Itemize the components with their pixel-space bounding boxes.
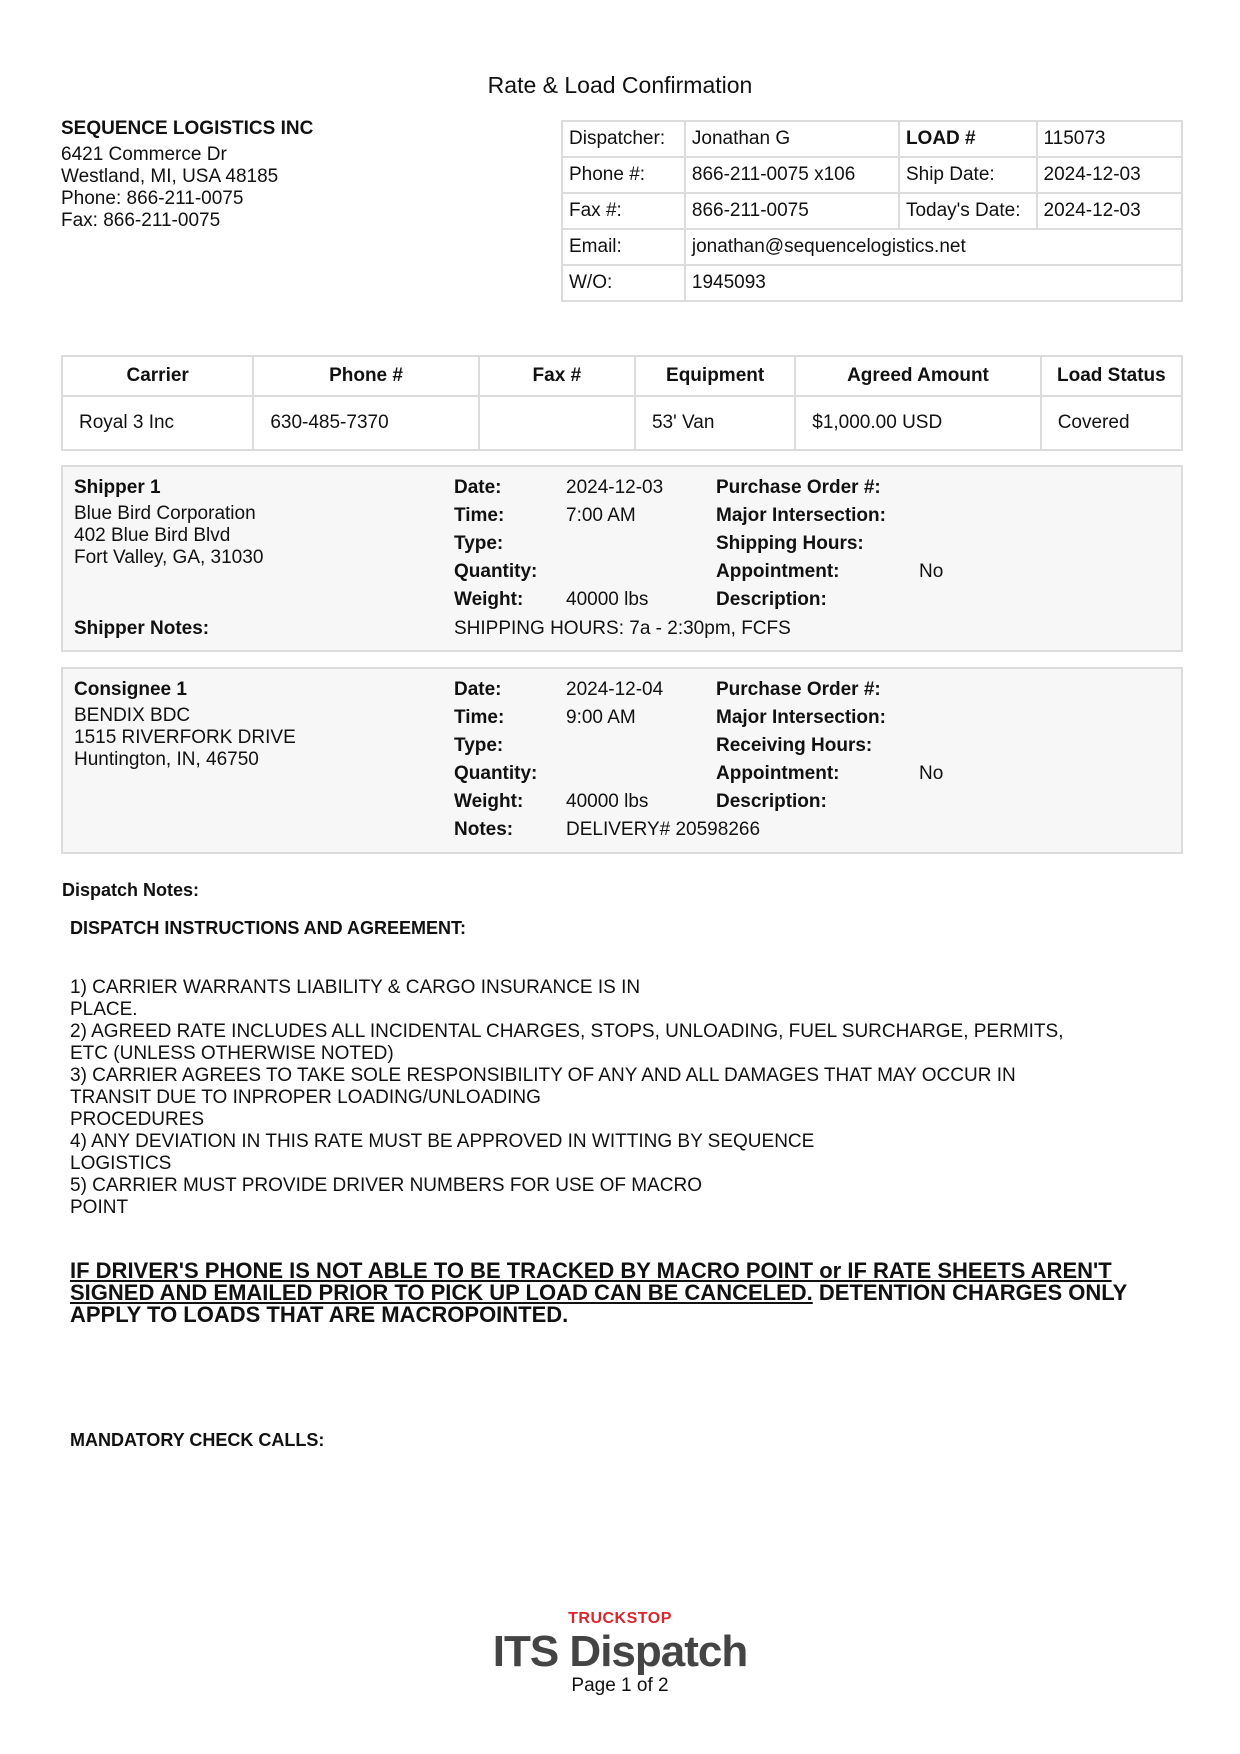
shipper-address <box>74 503 263 569</box>
column-header: Carrier <box>62 356 253 396</box>
instruction-line: ETC (UNLESS OTHERWISE NOTED) <box>70 1043 394 1064</box>
column-header: Fax # <box>479 356 635 396</box>
company-phone: Phone: 866-211-0075 <box>61 188 244 209</box>
consignee-street: 1515 RIVERFORK DRIVE <box>74 727 296 748</box>
tracking-warning <box>70 1260 1180 1326</box>
shipper-time-label: Time: <box>454 505 505 526</box>
dispatcher-label: Dispatcher: <box>562 121 685 157</box>
instruction-line: PROCEDURES <box>70 1109 205 1130</box>
column-header: Load Status <box>1041 356 1182 396</box>
consignee-intersection-label: Major Intersection: <box>716 707 886 728</box>
todays-date-label: Today's Date: <box>899 193 1037 229</box>
dispatcher-value: Jonathan G <box>685 121 899 157</box>
consignee-date: 2024-12-04 <box>566 679 664 700</box>
fax-label: Fax #: <box>562 193 685 229</box>
consignee-city: Huntington, IN, 46750 <box>74 749 259 770</box>
company-block <box>61 118 313 232</box>
consignee-weight-label: Weight: <box>454 791 524 812</box>
consignee-quantity-label: Quantity: <box>454 763 538 784</box>
consignee-type-label: Type: <box>454 735 504 756</box>
todays-date-value: 2024-12-03 <box>1037 193 1183 229</box>
consignee-time-label: Time: <box>454 707 505 728</box>
shipper-date-label: Date: <box>454 477 502 498</box>
shipper-appointment: No <box>919 561 944 582</box>
column-header: Agreed Amount <box>795 356 1040 396</box>
instruction-line: LOGISTICS <box>70 1153 172 1174</box>
shipper-po-label: Purchase Order #: <box>716 477 881 498</box>
shipper-street: 402 Blue Bird Blvd <box>74 525 231 546</box>
company-address-line1: 6421 Commerce Dr <box>61 144 227 165</box>
column-header: Equipment <box>635 356 795 396</box>
email-value: jonathan@sequencelogistics.net <box>685 229 1182 265</box>
consignee-time: 9:00 AM <box>566 707 636 728</box>
shipper-section <box>61 465 1183 652</box>
shipper-name: Blue Bird Corporation <box>74 503 256 524</box>
tracking-warning-underlined: IF DRIVER'S PHONE IS NOT ABLE TO BE TRACKED BY MACRO POINT or IF RATE SHEETS AREN'T SIGNED AND EMAILED PRIOR TO PICK UP LOAD CAN BE CANCELED. <box>70 1258 1112 1305</box>
load-number-label: LOAD # <box>899 121 1037 157</box>
shipper-notes: SHIPPING HOURS: 7a - 2:30pm, FCFS <box>454 618 791 639</box>
shipper-time: 7:00 AM <box>566 505 636 526</box>
phone-label: Phone #: <box>562 157 685 193</box>
consignee-weight: 40000 lbs <box>566 791 649 812</box>
consignee-appointment: No <box>919 763 944 784</box>
shipper-intersection-label: Major Intersection: <box>716 505 886 526</box>
instruction-line: 2) AGREED RATE INCLUDES ALL INCIDENTAL CHARGES, STOPS, UNLOADING, FUEL SURCHARGE, PERMITS, <box>70 1021 1064 1042</box>
instruction-line: 1) CARRIER WARRANTS LIABILITY & CARGO INSURANCE IS IN <box>70 977 641 998</box>
shipper-hours-label: Shipping Hours: <box>716 533 864 554</box>
consignee-notes: DELIVERY# 20598266 <box>566 819 761 840</box>
column-header: Phone # <box>253 356 478 396</box>
wo-value: 1945093 <box>685 265 1182 301</box>
carrier-table <box>61 355 1183 451</box>
page-number: Page 1 of 2 <box>571 1675 669 1696</box>
check-calls-label: MANDATORY CHECK CALLS: <box>70 1430 325 1450</box>
shipper-type-label: Type: <box>454 533 504 554</box>
dispatch-notes-label: Dispatch Notes: <box>62 880 200 900</box>
shipper-quantity-label: Quantity: <box>454 561 538 582</box>
load-number-value: 115073 <box>1037 121 1183 157</box>
consignee-address <box>74 705 296 771</box>
its-dispatch-logo-text: ITS Dispatch <box>492 1627 748 1676</box>
carrier-fax <box>479 396 635 450</box>
phone-value: 866-211-0075 x106 <box>685 157 899 193</box>
table-row <box>62 396 1182 450</box>
carrier-agreed-amount: $1,000.00 USD <box>795 396 1040 450</box>
consignee-hours-label: Receiving Hours: <box>716 735 873 756</box>
instruction-line: 4) ANY DEVIATION IN THIS RATE MUST BE APPROVED IN WITTING BY SEQUENCE <box>70 1131 815 1152</box>
consignee-name: BENDIX BDC <box>74 705 191 726</box>
shipper-city: Fort Valley, GA, 31030 <box>74 547 264 568</box>
carrier-name: Royal 3 Inc <box>62 396 253 450</box>
shipper-appointment-label: Appointment: <box>716 561 840 582</box>
instructions-list <box>70 977 1180 1219</box>
company-address-line2: Westland, MI, USA 48185 <box>61 166 279 187</box>
consignee-po-label: Purchase Order #: <box>716 679 881 700</box>
consignee-section <box>61 667 1183 854</box>
consignee-appointment-label: Appointment: <box>716 763 840 784</box>
instruction-line: 3) CARRIER AGREES TO TAKE SOLE RESPONSIBILITY OF ANY AND ALL DAMAGES THAT MAY OCCUR IN <box>70 1065 1016 1086</box>
consignee-description-label: Description: <box>716 791 827 812</box>
shipper-date: 2024-12-03 <box>566 477 664 498</box>
shipper-description-label: Description: <box>716 589 827 610</box>
ship-date-label: Ship Date: <box>899 157 1037 193</box>
instruction-line: PLACE. <box>70 999 138 1020</box>
instructions-heading: DISPATCH INSTRUCTIONS AND AGREEMENT: <box>70 918 466 938</box>
truckstop-logo-text: TRUCKSTOP <box>568 1610 672 1627</box>
ship-date-value: 2024-12-03 <box>1037 157 1183 193</box>
shipper-notes-label: Shipper Notes: <box>74 618 210 639</box>
tracking-warning-detention: DETENTION CHARGES ONLY APPLY TO LOADS THAT ARE MACROPOINTED. <box>70 1280 1127 1327</box>
shipper-weight: 40000 lbs <box>566 589 649 610</box>
company-name: SEQUENCE LOGISTICS INC <box>61 118 314 139</box>
consignee-title: Consignee 1 <box>74 679 187 700</box>
shipper-weight-label: Weight: <box>454 589 524 610</box>
fax-value: 866-211-0075 <box>685 193 899 229</box>
carrier-load-status: Covered <box>1041 396 1182 450</box>
instruction-line: TRANSIT DUE TO INPROPER LOADING/UNLOADING <box>70 1087 541 1108</box>
shipper-title: Shipper 1 <box>74 477 161 498</box>
instruction-line: 5) CARRIER MUST PROVIDE DRIVER NUMBERS FOR USE OF MACRO <box>70 1175 702 1196</box>
instruction-line: POINT <box>70 1197 129 1218</box>
company-fax: Fax: 866-211-0075 <box>61 210 221 231</box>
dispatch-info-table <box>561 120 1183 302</box>
wo-label: W/O: <box>562 265 685 301</box>
carrier-phone: 630-485-7370 <box>253 396 478 450</box>
consignee-notes-label: Notes: <box>454 819 514 840</box>
carrier-table-header <box>62 356 1182 396</box>
document-title: Rate & Load Confirmation <box>487 72 753 98</box>
carrier-equipment: 53' Van <box>635 396 795 450</box>
email-label: Email: <box>562 229 685 265</box>
consignee-date-label: Date: <box>454 679 502 700</box>
